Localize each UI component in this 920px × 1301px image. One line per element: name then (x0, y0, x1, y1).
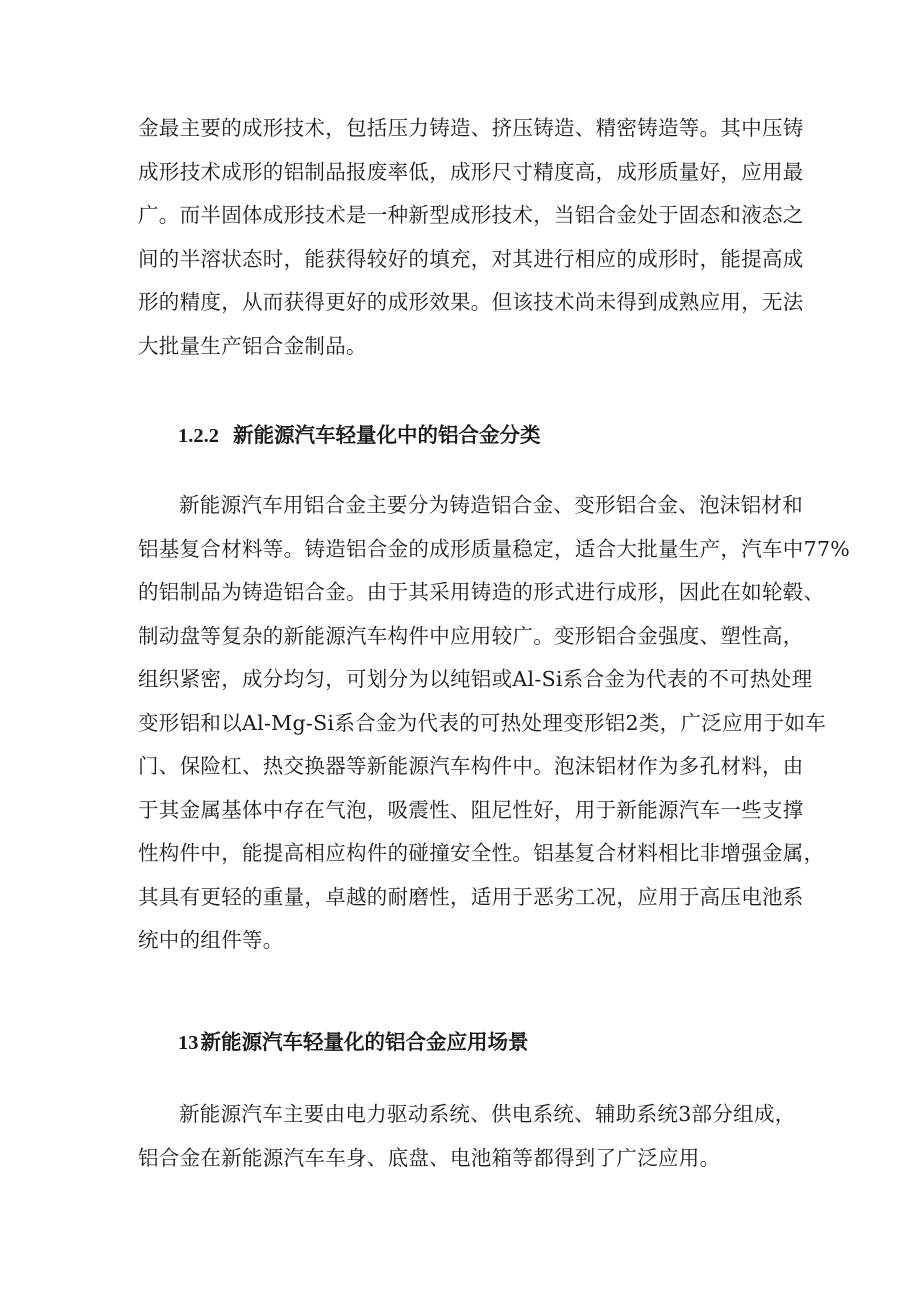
text-line: 其具有更轻的重量，卓越的耐磨性，适用于恶劣工况，应用于高压电池系 (138, 884, 804, 909)
section-title: 新能源汽车轻量化的铝合金应用场景 (200, 1030, 529, 1054)
text-line: 于其金属基体中存在气泡，吸震性、阻尼性好，用于新能源汽车一些支撑 (138, 797, 804, 822)
text-line: 形的精度，从而获得更好的成形效果。但该技术尚未得到成熟应用，无法 (138, 290, 804, 314)
text-line: 门、保险杠、热交换器等新能源汽车构件中。泡沫铝材作为多孔材料，由 (138, 754, 804, 778)
paragraph-alloy-classification (138, 484, 851, 963)
text-line: 间的半溶状态时，能获得较好的填充，对其进行相应的成形时，能提高成 (138, 246, 804, 271)
section-heading-1-3 (178, 1027, 529, 1058)
text-line: 的铝制品为铸造铝合金。由于其采用铸造的形式进行成形，因此在如轮毂、 (138, 580, 825, 604)
text-line: 大批量生产铝合金制品。 (138, 333, 367, 358)
text-line: 新能源汽车用铝合金主要分为铸造铝合金、变形铝合金、泡沫铝材和 (179, 493, 803, 517)
text-line: 新能源汽车主要由电力驱动系统、供电系统、辅助系统3部分组成， (179, 1102, 796, 1126)
paragraph-forming-techniques (138, 107, 804, 368)
text-line: 统中的组件等。 (138, 928, 284, 952)
text-line: 制动盘等复杂的新能源汽车构件中应用较广。变形铝合金强度、塑性高， (138, 623, 804, 648)
text-line: 组织紧密，成分均匀，可划分为以纯铝或Al-Si系合金为代表的不可热处理 (138, 667, 813, 691)
text-line: 铝合金在新能源汽车车身、底盘、电池箱等都得到了广泛应用。 (138, 1145, 721, 1170)
section-title: 新能源汽车轻量化中的铝合金分类 (233, 423, 541, 447)
text-line: 成形技术成形的铝制品报废率低，成形尺寸精度高，成形质量好，应用最 (138, 159, 804, 184)
text-line: 广。而半固体成形技术是一种新型成形技术，当铝合金处于固态和液态之 (138, 203, 804, 227)
section-number: 13 (178, 1032, 199, 1054)
text-line: 性构件中，能提高相应构件的碰撞安全性。铝基复合材料相比非增强金属， (138, 841, 825, 865)
text-line: 金最主要的成形技术，包括压力铸造、挤压铸造、精密铸造等。其中压铸 (138, 116, 804, 140)
text-line: 变形铝和以Al-Mg-Si系合金为代表的可热处理变形铝2类，广泛应用于如车 (138, 710, 827, 735)
section-heading-1-2-2 (178, 420, 541, 451)
section-number: 1.2.2 (178, 425, 219, 447)
text-line: 铝基复合材料等。铸造铝合金的成形质量稳定，适合大批量生产，汽车中77% (138, 536, 851, 561)
paragraph-application-scenarios (138, 1093, 798, 1180)
